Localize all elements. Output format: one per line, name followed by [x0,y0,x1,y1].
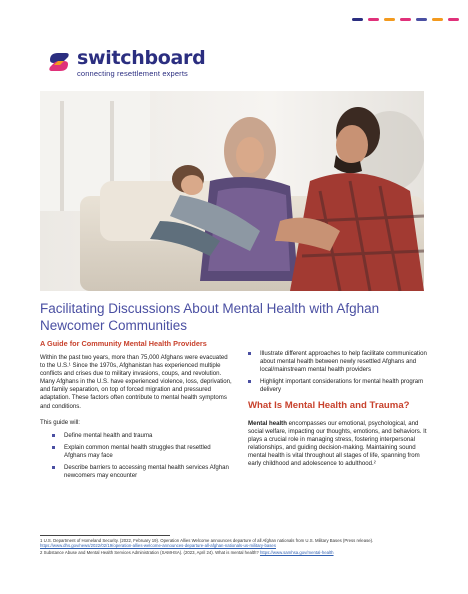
switchboard-logo-icon [46,49,72,75]
family-photo [40,91,424,291]
footnote-2-link[interactable]: https://www.samhsa.gov/mental-health [259,550,334,555]
decorative-dashes [352,18,459,21]
guide-list [52,432,232,480]
footnote-1 [40,538,435,548]
left-column [40,354,232,484]
guide-list-continued [248,350,434,394]
definition-term: Mental health [248,419,287,427]
dash-mark [416,18,427,21]
definition-paragraph [248,420,434,469]
section-heading: What Is Mental Health and Trauma? [248,400,410,412]
dash-mark [384,18,395,21]
definition-body: encompasses our emotional, psychological, and social welfare, impacting our thoughts, emotions, and behaviors. It plays a crucial role in managing stress, fostering interpersonal relationships, and guiding decision-making. Maintaining sound mental health is vital throughout all stages of life, spanning from early childhood and adolescence to adulthood.² [248,419,427,468]
right-column [248,350,434,468]
guide-lead: This guide will: [40,418,80,426]
list-item: Define mental health and trauma [52,432,232,440]
footnote-divider [40,535,170,536]
footnote-1-text: 1 U.S. Department of Homeland Security. (2022, February 19). Operation Allies Welcome announces departure of all Afghan nationals from U.S. Military Bases (Press release). [40,538,374,543]
list-item: Describe barriers to accessing mental health services Afghan newcomers may encounter [52,464,232,480]
document-subtitle: A Guide for Community Mental Health Providers [40,339,207,348]
footnote-1-link[interactable]: https://www.dhs.gov/news/2022/02/19/operation-allies-welcome-announces-departure-all-afghan-nationals-us-military-bases [40,543,276,549]
intro-paragraph: Within the past two years, more than 75,000 Afghans were evacuated to the U.S.¹ Since the 1970s, Afghanistan has experienced multiple conflicts and crises due to military invasions, coups, and revolution. Many Afghans in the U.S. have experienced violence, loss, deprivation, and family separation, on top of forced migration and pressured adaptation. These factors often contribute to mental health symptoms and conditions. [40,354,232,410]
footnote-2 [40,550,435,555]
dash-mark [352,18,363,21]
list-item: Highlight important considerations for mental health program delivery [248,378,434,394]
dash-mark [448,18,459,21]
dash-mark [400,18,411,21]
document-title: Facilitating Discussions About Mental Health with Afghan Newcomer Communities [40,301,380,333]
switchboard-logo [46,48,205,78]
list-item: Explain common mental health struggles that resettled Afghans may face [52,444,232,460]
list-item: Illustrate different approaches to help facilitate communication about mental health between newly resettled Afghans and local/mainstream mental health providers [248,350,434,374]
dash-mark [368,18,379,21]
logo-tagline: connecting resettlement experts [77,69,188,78]
footnote-2-text: 2 Substance Abuse and Mental Health Services Administration (SAMHSA). (2023, April 24). What is mental health? [40,550,260,555]
dash-mark [432,18,443,21]
logo-name: switchboard [77,47,206,69]
